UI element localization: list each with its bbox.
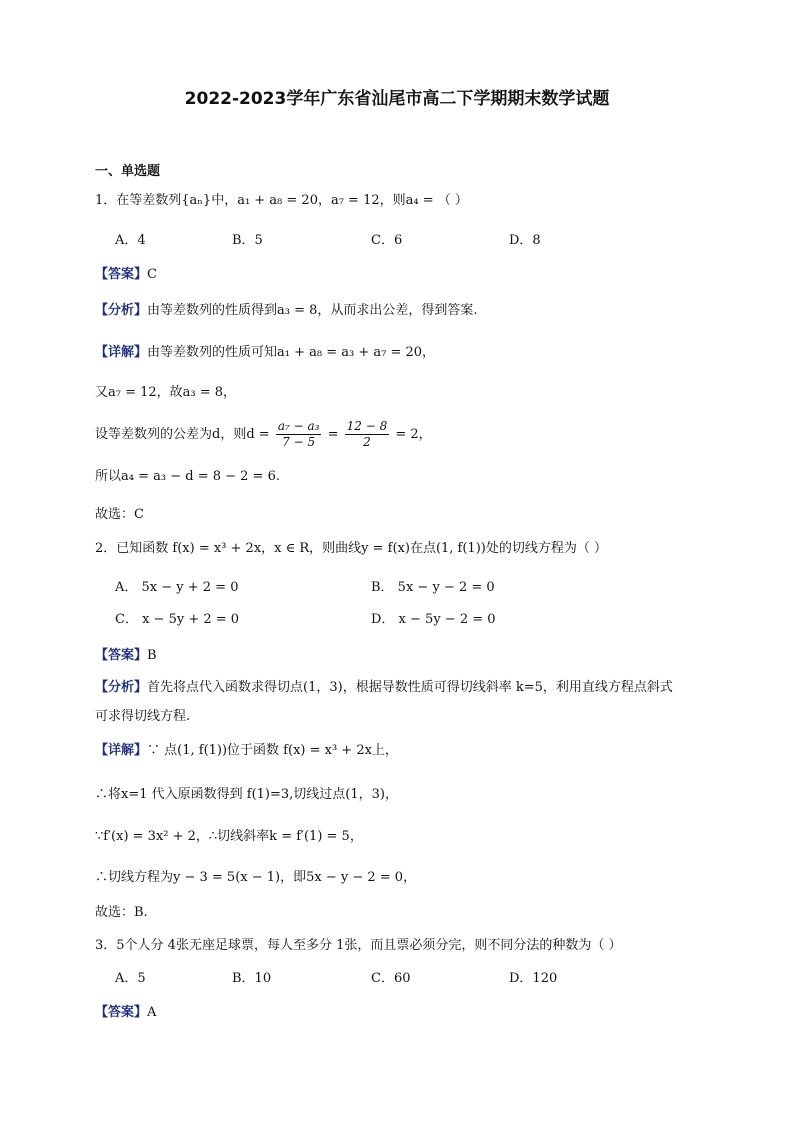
q1-detail-3	[95, 418, 432, 452]
q1-answer-line	[95, 266, 157, 284]
fraction-2-numerator: 12 − 8	[346, 419, 388, 433]
detail-tag: 【详解】	[95, 743, 148, 758]
q2-stem: 2．已知函数 f(x) = x³ + 2x，x ∈ R，则曲线y = f(x)在点(1, f(1))处的切线方程为（ ）	[95, 541, 607, 556]
q2-detail-line	[95, 742, 398, 760]
q2-option-c: C． x − 5y + 2 = 0	[115, 612, 240, 627]
q3-option-c: C．60	[371, 971, 411, 986]
q2-detail-3: ∵f′(x) = 3x² + 2，∴切线斜率k = f′(1) = 5，	[95, 829, 363, 844]
section-heading: 一、单选题	[95, 164, 161, 179]
q1-option-b: B．5	[232, 233, 263, 248]
q1-analysis: 由等差数列的性质得到a₃ = 8，从而求出公差，得到答案.	[147, 303, 478, 318]
q3-option-b: B．10	[232, 971, 272, 986]
q2-analysis-1: 首先将点代入函数求得切点(1，3)，根据导数性质可得切线斜率 k=5，利用直线方程点斜式	[147, 680, 673, 695]
answer-tag: 【答案】	[95, 1005, 148, 1020]
q3-answer-line	[95, 1004, 156, 1022]
answer-tag: 【答案】	[95, 648, 148, 663]
equals-sign: =	[327, 427, 339, 442]
detail-tag: 【详解】	[95, 345, 148, 360]
fraction-1-denominator: 7 − 5	[282, 435, 316, 449]
q1-analysis-line	[95, 302, 478, 320]
q1-option-c: C．6	[371, 233, 403, 248]
answer-tag: 【答案】	[95, 267, 148, 282]
q3-answer: A	[147, 1005, 157, 1020]
q1-detail-line	[95, 344, 435, 362]
q1-stem: 1．在等差数列{aₙ}中，a₁ + a₈ = 20，a₇ = 12，则a₄ = （ ）	[95, 193, 468, 208]
q2-choose: 故选：B.	[95, 905, 148, 920]
q1-detail-3-pre: 设等差数列的公差为d，则d =	[95, 427, 270, 442]
q2-answer-line	[95, 647, 157, 665]
q1-option-a: A．4	[115, 233, 146, 248]
q2-analysis-line	[95, 679, 673, 697]
q1-detail-3-post: = 2，	[395, 427, 432, 442]
fraction-2-denominator: 2	[363, 435, 371, 449]
q1-choose: 故选：C	[95, 507, 144, 522]
q1-answer: C	[147, 267, 157, 282]
q2-detail-2: ∴将x=1 代入原函数得到 f(1)=3,切线过点(1，3)，	[95, 787, 398, 802]
fraction-1-numerator: a₇ − a₃	[277, 419, 320, 433]
q3-option-a: A．5	[115, 971, 146, 986]
q2-option-d: D． x − 5y − 2 = 0	[371, 612, 496, 627]
q1-detail-4: 所以a₄ = a₃ − d = 8 − 2 = 6.	[95, 469, 280, 484]
q2-answer: B	[147, 648, 157, 663]
q2-detail-4: ∴切线方程为y − 3 = 5(x − 1)，即5x − y − 2 = 0，	[95, 870, 417, 885]
fraction-2	[345, 419, 390, 450]
q1-detail-2: 又a₇ = 12，故a₃ = 8，	[95, 385, 237, 400]
analysis-tag: 【分析】	[95, 680, 148, 695]
analysis-tag: 【分析】	[95, 303, 148, 318]
fraction-1	[276, 419, 322, 450]
q2-detail-1: ∵ 点(1, f(1))位于函数 f(x) = x³ + 2x上，	[147, 743, 398, 758]
q1-option-d: D．8	[509, 233, 541, 248]
q2-option-b: B． 5x − y − 2 = 0	[371, 580, 495, 595]
q3-option-d: D．120	[509, 971, 558, 986]
q2-analysis-2: 可求得切线方程.	[95, 709, 191, 724]
page-title: 2022-2023学年广东省汕尾市高二下学期期末数学试题	[184, 89, 610, 109]
q2-option-a: A． 5x − y + 2 = 0	[115, 580, 239, 595]
q1-detail-1: 由等差数列的性质可知a₁ + a₈ = a₃ + a₇ = 20，	[147, 345, 436, 360]
q3-stem: 3．5个人分 4张无座足球票，每人至多分 1张，而且票必须分完，则不同分法的种数为（ ）	[95, 938, 622, 953]
